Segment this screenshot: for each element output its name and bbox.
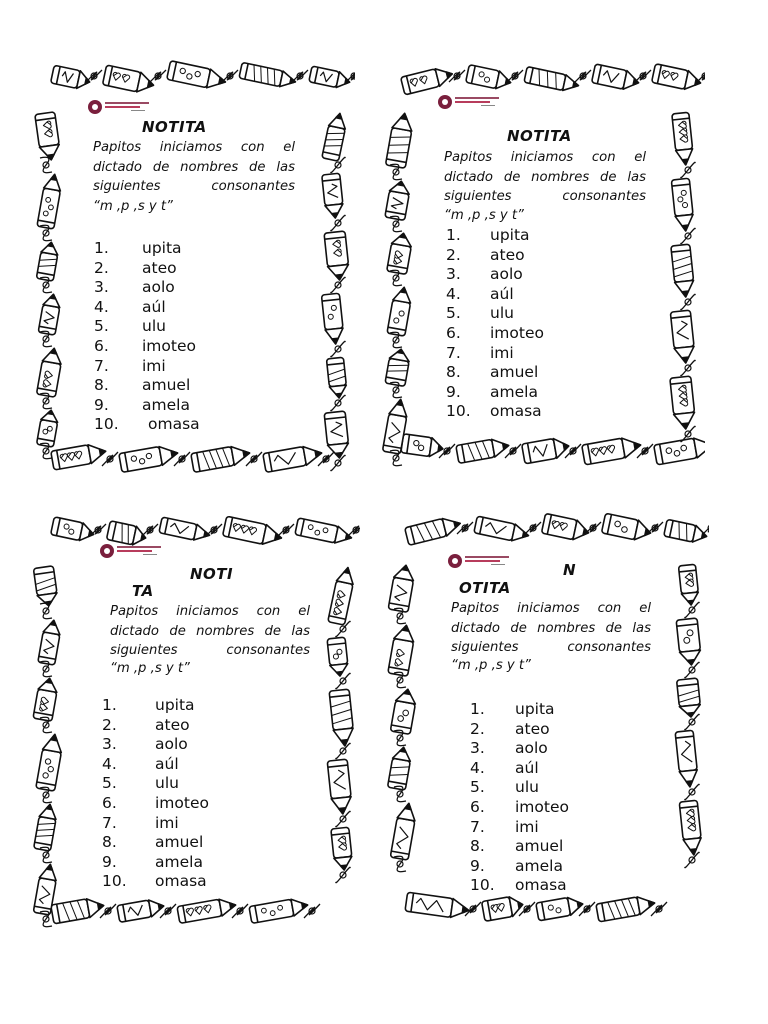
item-number: 2.: [94, 258, 109, 277]
paragraph-line: dictado de nombres de las: [451, 620, 651, 636]
item-number: 6.: [102, 793, 117, 812]
item-word: amela: [142, 395, 190, 414]
item-word: omasa: [490, 402, 542, 421]
consonants-quote: “m ,p ,s y t”: [451, 658, 531, 673]
paragraph-line: Papitos iniciamos con el: [451, 601, 651, 616]
list-item: [94, 357, 294, 377]
item-word: amuel: [515, 837, 564, 856]
consonants-quote: “m ,p ,s y t”: [93, 199, 173, 214]
list-item: [470, 876, 670, 896]
list-item: [94, 239, 294, 259]
item-word: imoteo: [142, 336, 196, 355]
item-word: amela: [490, 382, 538, 401]
item-word: ulu: [490, 304, 514, 323]
list-item: [446, 324, 646, 344]
list-item: [446, 246, 646, 266]
item-word: aolo: [155, 735, 188, 754]
list-item: [470, 720, 670, 740]
note-card-1: [30, 58, 355, 478]
item-number: 10.: [102, 872, 127, 891]
item-number: 7.: [470, 817, 485, 836]
item-word: ateo: [142, 258, 177, 277]
list-item: [94, 317, 294, 337]
item-number: 9.: [102, 852, 117, 871]
item-word: omasa: [515, 876, 567, 895]
card-paragraph: [110, 602, 310, 661]
word-list: [94, 239, 294, 435]
item-number: 9.: [94, 395, 109, 414]
item-number: 3.: [470, 739, 485, 758]
word-list: [470, 700, 670, 896]
item-word: ulu: [515, 778, 539, 797]
item-word: amuel: [490, 363, 539, 382]
item-number: 1.: [102, 696, 117, 714]
item-number: 3.: [446, 265, 461, 284]
item-number: 7.: [446, 343, 461, 362]
item-number: 6.: [446, 323, 461, 342]
list-item: [446, 304, 646, 324]
word-list: [446, 226, 646, 422]
list-item: [102, 774, 302, 794]
item-number: 4.: [102, 754, 117, 773]
paragraph-line: Papitos iniciamos con el: [110, 604, 310, 619]
list-item: [102, 716, 302, 736]
item-word: imoteo: [155, 793, 209, 812]
item-word: ulu: [142, 317, 166, 336]
item-word: imoteo: [490, 323, 544, 342]
paragraph-line: siguientes consonantes: [110, 643, 310, 658]
item-word: omasa: [148, 415, 200, 434]
card-title: NOTITA: [142, 118, 207, 136]
consonants-quote: “m ,p ,s y t”: [110, 661, 190, 676]
item-number: 2.: [470, 719, 485, 738]
list-item: [102, 755, 302, 775]
item-word: omasa: [155, 872, 207, 891]
item-word: imi: [155, 813, 179, 832]
item-number: 7.: [94, 356, 109, 375]
item-number: 4.: [470, 758, 485, 777]
item-number: 2.: [446, 245, 461, 264]
list-item: [102, 833, 302, 853]
item-number: 1.: [470, 700, 485, 718]
list-item: [94, 337, 294, 357]
item-number: 5.: [94, 317, 109, 336]
item-number: 10.: [94, 415, 119, 434]
consonants-quote: “m ,p ,s y t”: [444, 208, 524, 223]
card-title: NOTITA: [507, 127, 572, 145]
paragraph-line: siguientes consonantes: [444, 189, 646, 204]
item-word: aúl: [490, 284, 514, 303]
item-word: aúl: [155, 754, 179, 773]
card-title: NOTI: [190, 565, 234, 583]
school-logo-icon: [448, 554, 512, 572]
item-word: ateo: [515, 719, 550, 738]
item-number: 8.: [446, 363, 461, 382]
item-number: 3.: [94, 278, 109, 297]
list-item: [470, 818, 670, 838]
item-number: 3.: [102, 735, 117, 754]
card-title: N: [563, 561, 577, 579]
card-title-continued: OTITA: [459, 579, 511, 597]
school-logo-icon: [88, 100, 152, 118]
item-word: upita: [142, 239, 182, 257]
item-number: 8.: [102, 833, 117, 852]
list-item: [94, 396, 294, 416]
card-paragraph: [444, 148, 646, 207]
list-item: [446, 402, 646, 422]
paragraph-line: Papitos iniciamos con el: [93, 140, 295, 155]
item-number: 1.: [94, 239, 109, 257]
item-word: ateo: [155, 715, 190, 734]
paragraph-line: siguientes consonantes: [93, 179, 295, 194]
item-word: imi: [142, 356, 166, 375]
item-word: aolo: [490, 265, 523, 284]
list-item: [102, 696, 302, 716]
list-item: [470, 798, 670, 818]
item-number: 5.: [470, 778, 485, 797]
list-item: [470, 778, 670, 798]
item-word: ulu: [155, 774, 179, 793]
card-paragraph: [451, 599, 651, 658]
list-item: [470, 739, 670, 759]
item-number: 1.: [446, 226, 461, 244]
item-word: amuel: [142, 376, 191, 395]
item-number: 5.: [102, 774, 117, 793]
list-item: [446, 265, 646, 285]
list-item: [102, 814, 302, 834]
paragraph-line: Papitos iniciamos con el: [444, 150, 646, 165]
list-item: [470, 857, 670, 877]
item-number: 8.: [94, 376, 109, 395]
item-word: upita: [155, 696, 195, 714]
item-word: amela: [515, 856, 563, 875]
list-item: [446, 344, 646, 364]
item-number: 4.: [94, 297, 109, 316]
note-card-4: [384, 510, 709, 928]
school-logo-icon: [100, 544, 164, 562]
list-item: [94, 415, 294, 435]
list-item: [102, 853, 302, 873]
list-item: [470, 759, 670, 779]
list-item: [446, 363, 646, 383]
list-item: [446, 285, 646, 305]
item-word: aolo: [515, 739, 548, 758]
item-word: upita: [490, 226, 530, 244]
list-item: [446, 226, 646, 246]
paragraph-line: dictado de nombres de las: [444, 169, 646, 185]
item-number: 9.: [446, 382, 461, 401]
note-card-2: [380, 58, 705, 470]
item-word: aúl: [142, 297, 166, 316]
item-number: 5.: [446, 304, 461, 323]
paragraph-line: siguientes consonantes: [451, 640, 651, 655]
item-number: 10.: [446, 402, 471, 421]
note-card-3: [30, 512, 360, 930]
item-number: 2.: [102, 715, 117, 734]
list-item: [470, 837, 670, 857]
item-word: imi: [490, 343, 514, 362]
list-item: [102, 794, 302, 814]
item-number: 4.: [446, 284, 461, 303]
list-item: [94, 278, 294, 298]
paragraph-line: dictado de nombres de las: [110, 623, 310, 639]
item-word: aúl: [515, 758, 539, 777]
item-word: imi: [515, 817, 539, 836]
list-item: [102, 735, 302, 755]
card-title-continued: TA: [132, 582, 154, 600]
item-number: 6.: [94, 336, 109, 355]
item-word: aolo: [142, 278, 175, 297]
item-word: ateo: [490, 245, 525, 264]
item-number: 7.: [102, 813, 117, 832]
item-word: imoteo: [515, 797, 569, 816]
list-item: [94, 259, 294, 279]
paragraph-line: dictado de nombres de las: [93, 159, 295, 175]
list-item: [102, 872, 302, 892]
list-item: [94, 376, 294, 396]
school-logo-icon: [438, 95, 502, 113]
item-number: 8.: [470, 837, 485, 856]
list-item: [446, 383, 646, 403]
word-list: [102, 696, 302, 892]
item-word: amuel: [155, 833, 204, 852]
list-item: [94, 298, 294, 318]
card-paragraph: [93, 138, 295, 197]
item-number: 10.: [470, 876, 495, 895]
item-number: 9.: [470, 856, 485, 875]
item-word: upita: [515, 700, 555, 718]
item-number: 6.: [470, 797, 485, 816]
item-word: amela: [155, 852, 203, 871]
list-item: [470, 700, 670, 720]
